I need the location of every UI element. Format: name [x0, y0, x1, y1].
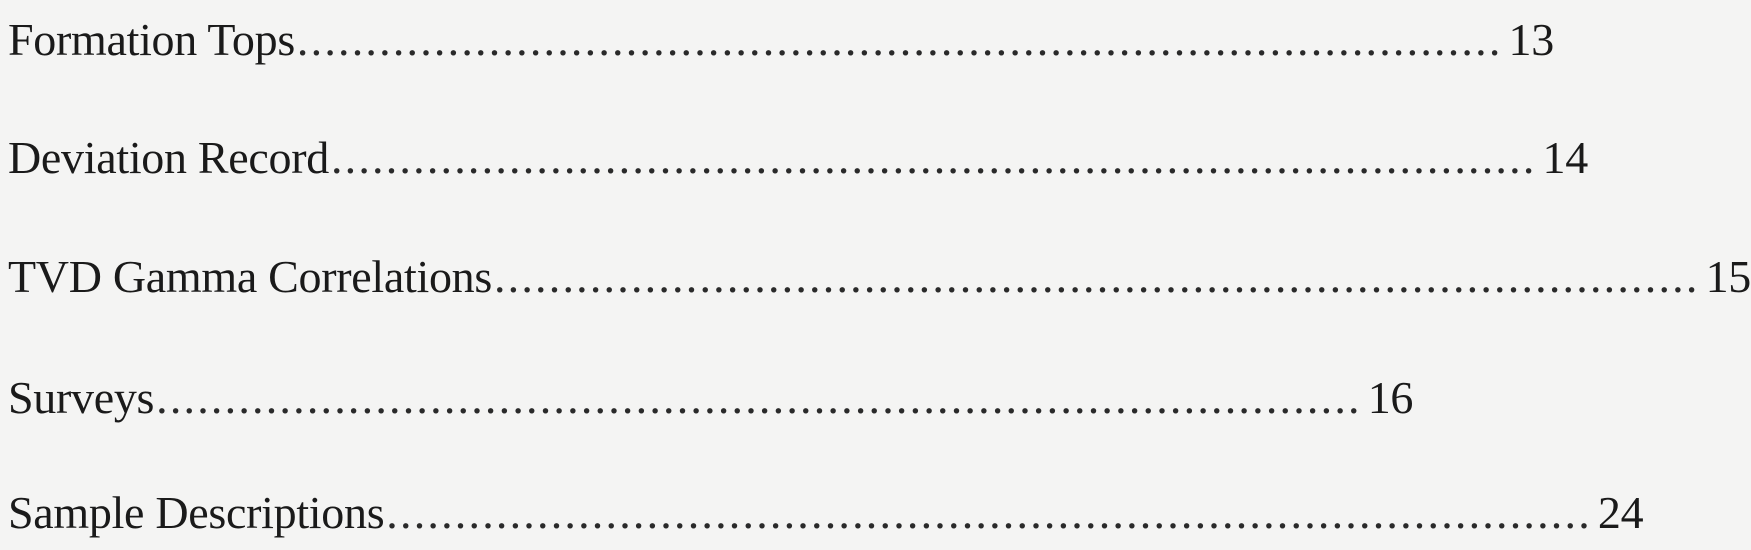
toc-entry-title: TVD Gamma Correlations	[8, 251, 492, 302]
toc-entry-title: Sample Descriptions	[8, 487, 385, 538]
toc-dot-leader: ........................................................................................	[156, 372, 1362, 423]
toc-dot-leader: ........................................................................................	[493, 251, 1700, 302]
toc-entry-tvd-gamma-correlations	[8, 242, 1751, 312]
toc-dot-leader: ........................................................................................	[386, 487, 1592, 538]
toc-entry-sample-descriptions	[8, 478, 1644, 548]
toc-entry-title: Surveys	[8, 372, 155, 423]
toc-entry-page-number: 14	[1542, 132, 1588, 183]
toc-entry-page-number: 15	[1705, 251, 1751, 302]
toc-entry-title: Deviation Record	[8, 132, 329, 183]
toc-entry-page-number: 16	[1367, 372, 1414, 423]
toc-entry-page-number: 13	[1508, 14, 1554, 65]
toc-dot-leader: ........................................................................................	[296, 14, 1503, 65]
toc-dot-leader: ........................................................................................	[330, 132, 1537, 183]
toc-entry-title: Formation Tops	[8, 14, 295, 65]
toc-entry-surveys	[8, 363, 1414, 433]
toc-entry-deviation-record	[8, 123, 1588, 193]
toc-entry-formation-tops	[8, 5, 1554, 75]
toc-entry-page-number: 24	[1597, 487, 1644, 538]
